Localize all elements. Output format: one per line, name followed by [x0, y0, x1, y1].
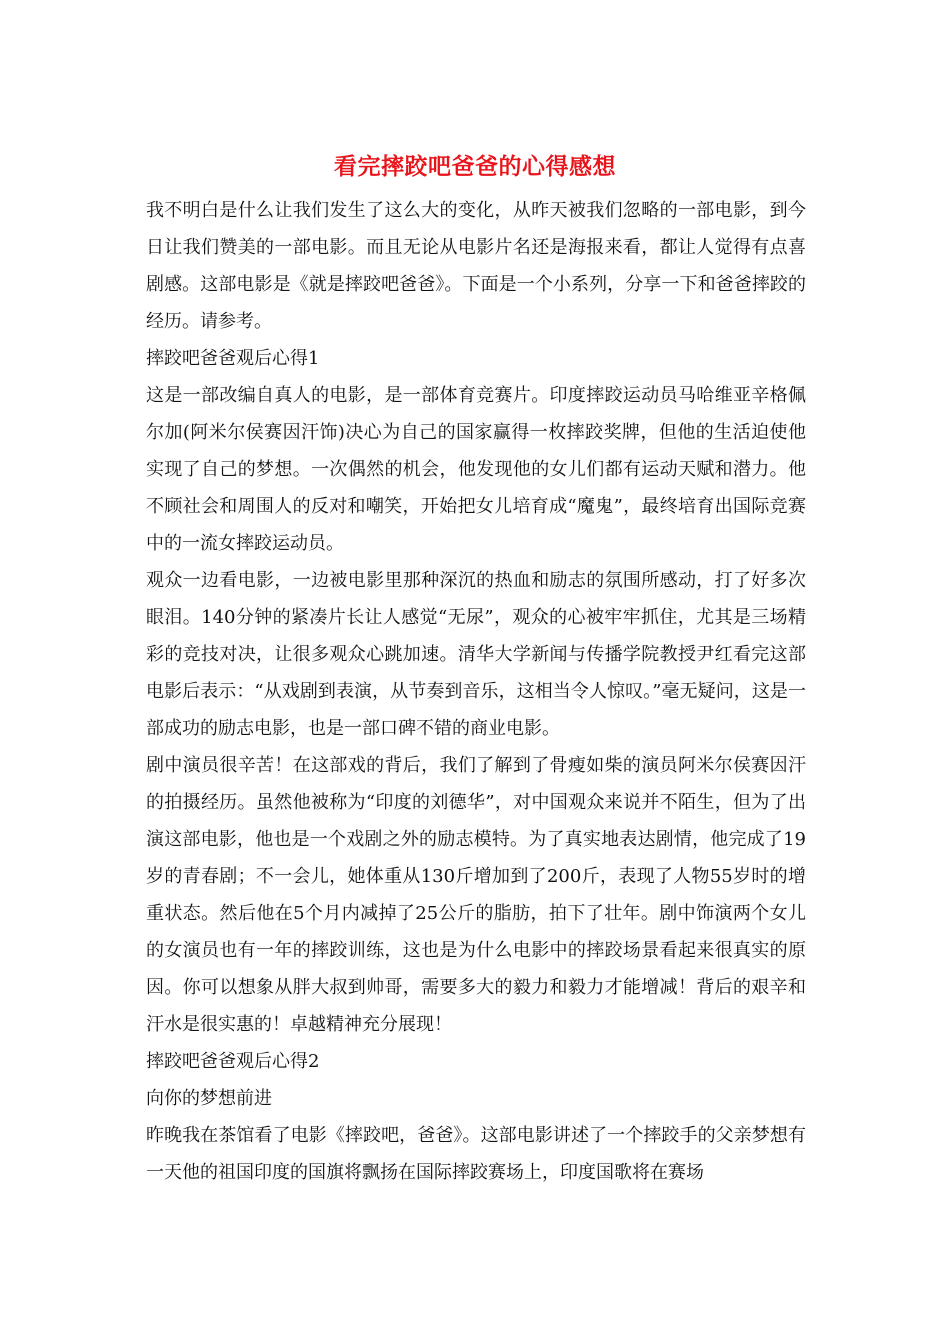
section-heading-1: 摔跤吧爸爸观后心得1 [146, 348, 320, 369]
document-body [146, 192, 806, 1191]
intro-paragraph: 我不明白是什么让我们发生了这么大的变化，从昨天被我们忽略的一部电影，到今日让我们赞美的一部电影。而且无论从电影片名还是海报来看，都让人觉得有点喜剧感。这部电影是《就是摔跤吧爸爸》。下面是一个小系列，分享一下和爸爸摔跤的经历。请参考。 [146, 200, 806, 332]
body-paragraph: 这是一部改编自真人的电影，是一部体育竞赛片。印度摔跤运动员马哈维亚辛格佩尔加(阿米尔侯赛因汗饰)决心为自己的国家赢得一枚摔跤奖牌，但他的生活迫使他实现了自己的梦想。一次偶然的机会，他发现他的女儿们都有运动天赋和潜力。他不顾社会和周围人的反对和嘲笑，开始把女儿培育成“魔鬼”，最终培育出国际竞赛中的一流女摔跤运动员。 [146, 385, 806, 554]
body-paragraph: 观众一边看电影，一边被电影里那种深沉的热血和励志的氛围所感动，打了好多次眼泪。140分钟的紧凑片长让人感觉“无尿”，观众的心被牢牢抓住，尤其是三场精彩的竞技对决，让很多观众心跳加速。清华大学新闻与传播学院教授尹红看完这部电影后表示：“从戏剧到表演，从节奏到音乐，这相当令人惊叹。”毫无疑问，这是一部成功的励志电影，也是一部口碑不错的商业电影。 [146, 570, 806, 739]
subheading: 向你的梦想前进 [146, 1088, 272, 1109]
document-title: 看完摔跤吧爸爸的心得感想 [334, 153, 616, 180]
body-paragraph: 昨晚我在茶馆看了电影《摔跤吧，爸爸》。这部电影讲述了一个摔跤手的父亲梦想有一天他的祖国印度的国旗将飘扬在国际摔跤赛场上，印度国歌将在赛场 [146, 1125, 806, 1183]
section-heading-2: 摔跤吧爸爸观后心得2 [146, 1051, 320, 1072]
body-paragraph: 剧中演员很辛苦！在这部戏的背后，我们了解到了骨瘦如柴的演员阿米尔侯赛因汗的拍摄经历。虽然他被称为“印度的刘德华”，对中国观众来说并不陌生，但为了出演这部电影，他也是一个戏剧之外的励志模特。为了真实地表达剧情，他完成了19岁的青春剧；不一会儿，她体重从130斤增加到了200斤，表现了人物55岁时的增重状态。然后他在5个月内减掉了25公斤的脂肪，拍下了壮年。剧中饰演两个女儿的女演员也有一年的摔跤训练，这也是为什么电影中的摔跤场景看起来很真实的原因。你可以想象从胖大叔到帅哥，需要多大的毅力和毅力才能增减！背后的艰辛和汗水是很实惠的！卓越精神充分展现！ [146, 755, 806, 1035]
